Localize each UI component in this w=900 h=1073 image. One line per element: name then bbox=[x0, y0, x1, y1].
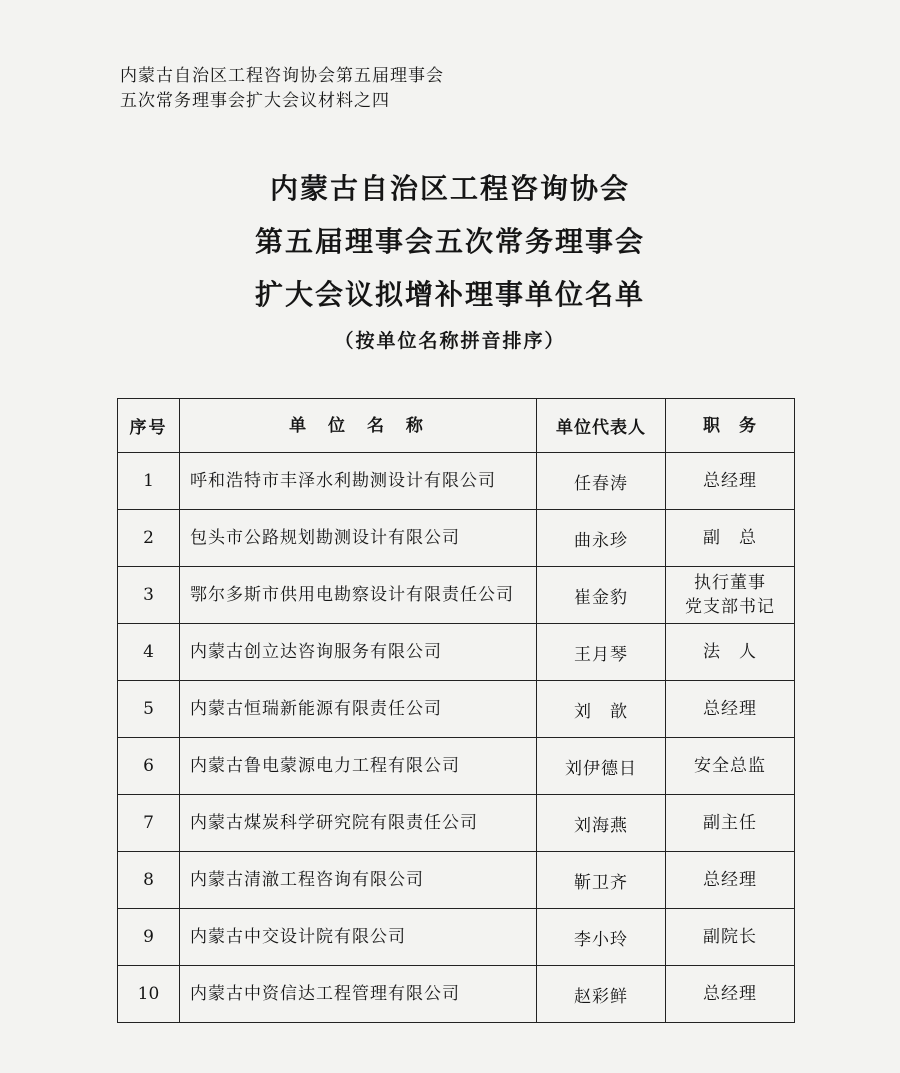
row-number: 1 bbox=[118, 453, 180, 510]
unit-name: 包头市公路规划勘测设计有限公司 bbox=[180, 510, 537, 567]
row-number: 3 bbox=[118, 567, 180, 624]
header-representative: 单位代表人 bbox=[537, 399, 666, 453]
position bbox=[666, 852, 795, 909]
document-subtitle: （按单位名称拼音排序） bbox=[334, 330, 566, 352]
table-row bbox=[118, 510, 795, 567]
table-header-row bbox=[118, 399, 795, 453]
unit-name: 内蒙古创立达咨询服务有限公司 bbox=[180, 624, 537, 681]
unit-name: 内蒙古恒瑞新能源有限责任公司 bbox=[180, 681, 537, 738]
row-number: 7 bbox=[118, 795, 180, 852]
position-line: 执行董事 bbox=[694, 573, 766, 593]
position bbox=[666, 567, 795, 624]
row-number: 9 bbox=[118, 909, 180, 966]
unit-name: 内蒙古中交设计院有限公司 bbox=[180, 909, 537, 966]
header-position: 职 务 bbox=[666, 399, 795, 453]
position-line: 副主任 bbox=[703, 813, 757, 833]
position-line: 总经理 bbox=[703, 699, 757, 719]
unit-name: 呼和浩特市丰泽水利勘测设计有限公司 bbox=[180, 453, 537, 510]
table-row bbox=[118, 966, 795, 1023]
representative: 靳卫齐 bbox=[537, 852, 666, 909]
position bbox=[666, 453, 795, 510]
position-line: 副院长 bbox=[703, 927, 757, 947]
position-line: 总经理 bbox=[703, 984, 757, 1004]
header-number: 序号 bbox=[118, 399, 180, 453]
table-row bbox=[118, 909, 795, 966]
table-row bbox=[118, 453, 795, 510]
title-line-3: 扩大会议拟增补理事单位名单 bbox=[254, 278, 645, 311]
position-line: 总经理 bbox=[703, 870, 757, 890]
position bbox=[666, 966, 795, 1023]
title-line-1: 内蒙古自治区工程咨询协会 bbox=[269, 172, 630, 205]
position bbox=[666, 510, 795, 567]
position bbox=[666, 681, 795, 738]
table-row bbox=[118, 624, 795, 681]
position-line: 安全总监 bbox=[694, 756, 766, 776]
header-note-line-2: 五次常务理事会扩大会议材料之四 bbox=[120, 91, 390, 111]
position bbox=[666, 909, 795, 966]
unit-name: 内蒙古清澈工程咨询有限公司 bbox=[180, 852, 537, 909]
representative: 曲永珍 bbox=[537, 510, 666, 567]
representative: 刘 歆 bbox=[537, 681, 666, 738]
row-number: 2 bbox=[118, 510, 180, 567]
row-number: 4 bbox=[118, 624, 180, 681]
representative: 赵彩鲜 bbox=[537, 966, 666, 1023]
representative: 刘伊德日 bbox=[537, 738, 666, 795]
table-body bbox=[118, 453, 795, 1023]
position-line: 党支部书记 bbox=[685, 597, 775, 617]
row-number: 6 bbox=[118, 738, 180, 795]
table-row bbox=[118, 738, 795, 795]
position bbox=[666, 795, 795, 852]
header-note-line-1: 内蒙古自治区工程咨询协会第五届理事会 bbox=[120, 66, 444, 86]
unit-name: 内蒙古煤炭科学研究院有限责任公司 bbox=[180, 795, 537, 852]
unit-name: 内蒙古鲁电蒙源电力工程有限公司 bbox=[180, 738, 537, 795]
table-row bbox=[118, 567, 795, 624]
representative: 刘海燕 bbox=[537, 795, 666, 852]
row-number: 5 bbox=[118, 681, 180, 738]
document-header-note bbox=[120, 64, 444, 114]
table-row bbox=[118, 795, 795, 852]
document-title bbox=[0, 162, 900, 321]
member-units-table bbox=[117, 398, 795, 1023]
row-number: 10 bbox=[118, 966, 180, 1023]
position bbox=[666, 738, 795, 795]
unit-name: 内蒙古中资信达工程管理有限公司 bbox=[180, 966, 537, 1023]
table-row bbox=[118, 681, 795, 738]
table-row bbox=[118, 852, 795, 909]
unit-name: 鄂尔多斯市供用电勘察设计有限责任公司 bbox=[180, 567, 537, 624]
title-line-2: 第五届理事会五次常务理事会 bbox=[254, 225, 645, 258]
representative: 崔金豹 bbox=[537, 567, 666, 624]
position-line: 法 人 bbox=[703, 642, 757, 662]
header-unit-name: 单 位 名 称 bbox=[180, 399, 537, 453]
position-line: 总经理 bbox=[703, 471, 757, 491]
representative: 李小玲 bbox=[537, 909, 666, 966]
position bbox=[666, 624, 795, 681]
representative: 任春涛 bbox=[537, 453, 666, 510]
row-number: 8 bbox=[118, 852, 180, 909]
representative: 王月琴 bbox=[537, 624, 666, 681]
position-line: 副 总 bbox=[703, 528, 757, 548]
